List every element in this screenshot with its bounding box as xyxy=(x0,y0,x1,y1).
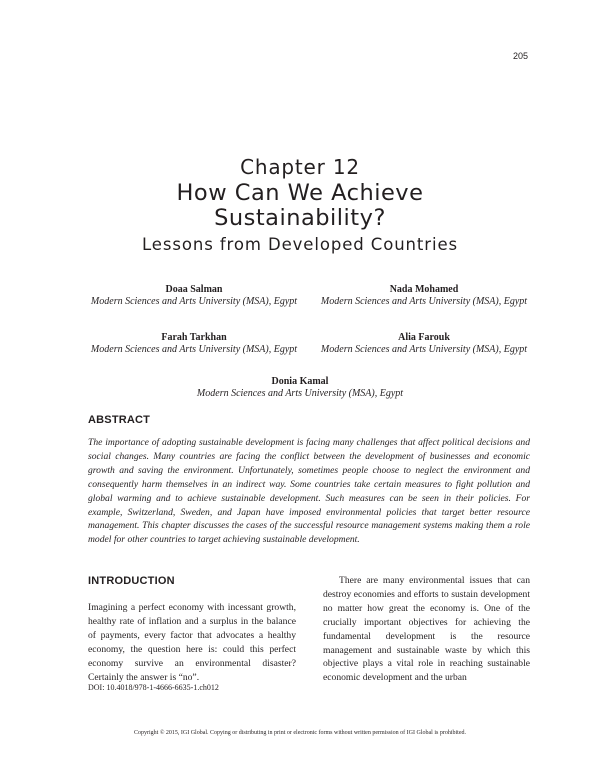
introduction-heading: INTRODUCTION xyxy=(88,575,175,587)
author-affiliation: Modern Sciences and Arts University (MSA), Egypt xyxy=(320,295,528,307)
chapter-title xyxy=(0,181,600,231)
author-affiliation: Modern Sciences and Arts University (MSA), Egypt xyxy=(90,295,298,307)
title-line: How Can We Achieve xyxy=(176,180,424,206)
introduction-right-column: There are many environmental issues that can destroy economies and efforts to sustain development no matter how great the economy is. One of the crucially important objectives for achieving the fundamental development is the resource management and sustainable waste by which this objective plays a vital role in reaching sustainable economic development and the urban xyxy=(323,575,530,684)
abstract-text: The importance of adopting sustainable development is facing many challenges that affect political decisions and social changes. Many countries are facing the conflict between the development of businesses and economic growth and saving the environment. Unfortunately, sometimes people choose to neglect the environment and consequently harm themselves in an indirect way. Some countries take certain measures to fight pollution and global warming and to achieve sustainable development. Such measures can be seen in their policies. For example, Switzerland, Sweden, and Japan have imposed environmental policies that target better resource management. This chapter discusses the cases of the successful resource management systems making them a role model for other countries to target achieving sustainable development. xyxy=(88,437,530,546)
author-affiliation: Modern Sciences and Arts University (MSA), Egypt xyxy=(90,343,298,355)
author-name: Donia Kamal xyxy=(271,376,329,387)
author-block xyxy=(79,332,309,355)
copyright-footer: Copyright © 2015, IGI Global. Copying or distributing in print or electronic forms without written permission of IGI Global is prohibited. xyxy=(133,730,466,736)
title-line: Sustainability? xyxy=(214,205,386,231)
doi-text: DOI: 10.4018/978-1-4666-6635-1.ch012 xyxy=(88,683,219,692)
page-number: 205 xyxy=(512,51,528,61)
abstract-heading: ABSTRACT xyxy=(88,414,151,426)
author-name: Alia Farouk xyxy=(398,332,450,343)
author-affiliation: Modern Sciences and Arts University (MSA), Egypt xyxy=(320,343,528,355)
author-name: Nada Mohamed xyxy=(389,284,459,295)
author-block xyxy=(150,376,450,399)
author-block xyxy=(309,284,539,307)
chapter-label: Chapter 12 xyxy=(240,155,360,179)
introduction-left-column: Imagining a perfect economy with incessant growth, healthy rate of inflation and a surplus in the balance of payments, every factor that advocates a healthy economy, the question here is: could this perfect economy survive an environmental disaster? Certainly the answer is “no”. xyxy=(88,602,296,683)
chapter-subtitle: Lessons from Developed Countries xyxy=(142,235,458,254)
author-name: Farah Tarkhan xyxy=(161,332,227,343)
author-name: Doaa Salman xyxy=(165,284,223,295)
author-affiliation: Modern Sciences and Arts University (MSA), Egypt xyxy=(196,387,404,399)
author-block xyxy=(79,284,309,307)
author-block xyxy=(309,332,539,355)
